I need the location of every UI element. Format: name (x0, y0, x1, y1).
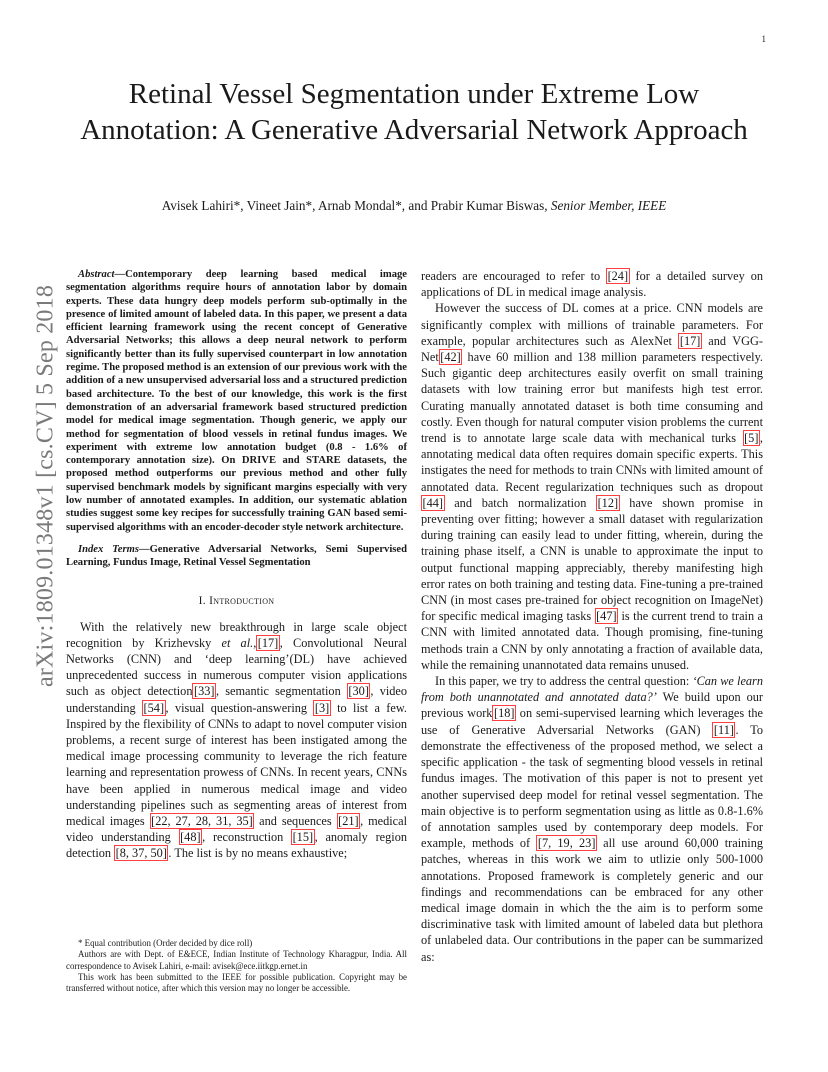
citation-link[interactable]: [18] (493, 706, 515, 721)
page-number: 1 (761, 34, 766, 44)
text-run: . To demonstrate the effectiveness of the proposed method, we select a specific application - the task of segmenting blood vessels in retinal fundus images. The motivation of this paper is not to present yet another supervised deep model for retinal vessel segmentation. The main objective is to perform segmentation using as little as 0.8-1.6% of annotation samples used by contemporary deep models. For example, methods of (421, 722, 764, 851)
text-run: With the relatively new breakthrough in large scale object recognition by Krizhevsky (66, 619, 407, 650)
citation-link[interactable]: [24] (607, 269, 629, 283)
text-run: . The list is by no means exhaustive; (168, 846, 348, 861)
footnote-copyright: This work has been submitted to the IEEE for possible publication. Copyright may be transferred without notice, after which this version may no longer be accessible. (66, 971, 407, 994)
section-heading-introduction (66, 595, 407, 607)
text-run: , anomaly region detection (66, 830, 407, 861)
text-run: all use around 60,000 training patches, whereas in this work we aim to utlizie only 500-1000 annotations. Proposed framework is completely generic and our findings and recommendations can be embraced for any other medical image domain in which the the aim is to perform some discriminative task with limited amount of labeled data but plethora of unlabeled data. Our contributions in the paper can be summarized as: (421, 836, 763, 964)
text-run: and VGG-Net (421, 333, 763, 365)
footnote-affiliation: Authors are with Dept. of E&ECE, Indian Institute of Technology Kharagpur, India. All correspondence to Avisek Lahiri, e-mail: avisek@ece.iitkgp.ernet.in (66, 949, 407, 971)
paper-title: Retinal Vessel Segmentation under Extreme Low Annotation: A Generative Adversarial Network Approach (80, 78, 748, 146)
citation-link[interactable]: [42] (440, 350, 461, 365)
text-run: , reconstruction (202, 830, 292, 845)
index-terms-text: —Generative Adversarial Networks, Semi Supervised Learning, Fundus Image, Retinal Vessel Segmentation (66, 543, 407, 569)
text-run: and batch normalization (444, 495, 597, 510)
text-run: on semi-supervised learning which leverages the use of Generative Adversarial Networks (GAN) (421, 706, 763, 737)
citation-link[interactable]: [7, 19, 23] (537, 836, 596, 851)
abstract-text: —Contemporary deep learning based medical image segmentation algorithms require hours of annotation labor by domain experts. These data hungry deep models perform sub-optimally in the presence of limited amount of labeled data. In this paper, we present a data efficient learning framework using the recent concept of Generative Adversarial Networks; this allows a deep neural network to perform significantly better than its fully supervised counterpart in low annotation regime. The proposed method is an extension of our previous work with the addition of a new unsupervised adversarial loss and a structured prediction based architecture. To the best of our knowledge, this work is the first demonstration of an adversarial framework based structured prediction model for medical image segmentation. Though generic, we apply our method for segmentation of blood vessels in retinal fundus images. We experiment with extreme low annotation budget (0.8 - 1.6% of contemporary annotation size). On DRIVE and STARE datasets, the proposed method outperforms our previous method and other fully supervised benchmark models by significant margins especially with very low number of annotated examples. In addition, our systematic ablation studies suggest some key recipes for successfully training GAN based semi-supervised algorithms with an encoder-decoder style network architecture. (66, 269, 407, 533)
author-role: Senior Member, IEEE (550, 198, 667, 213)
arxiv-identifier-stamp: arXiv:1809.01348v1 [cs.CV] 5 Sep 2018 (32, 284, 59, 688)
text-run: , Convolutional Neural Networks (CNN) and ‘deep learning’(DL) have achieved unprecedented success in numerous computer vision applications such as object detection (66, 635, 407, 699)
citation-link[interactable]: [30] (348, 684, 369, 699)
text-run: to list a few. Inspired by the flexibility of CNNs to adapt to novel computer vision problems, a recent surge of interest has been instigated among the medical image processing community to leverage the rich feature learning and representation prowess of CNNs. In recent years, CNNs have been applied in numerous medical image and video understanding pipelines such as segmenting areas of interest from medical images (66, 700, 407, 828)
citation-link[interactable]: [47] (596, 609, 617, 624)
text-run: is the current trend to train a CNN with limited annotated data. Though promising, fine-tuning methods train a CNN by only annotating a fraction of available data, while the remaining unannotated data remains unused. (421, 609, 763, 672)
text-run: , annotating medical data often requires domain specific experts. This instigates the need for methods to train CNNs with limited amount of annotated data. Recent regularization techniques such as dropout (421, 431, 763, 494)
author-line (70, 198, 758, 214)
citation-link[interactable]: [3] (314, 700, 330, 715)
section-title: Introduction (209, 594, 275, 607)
author-names: Avisek Lahiri*, Vineet Jain*, Arnab Mondal*, and Prabir Kumar Biswas, (161, 198, 551, 213)
citation-link[interactable]: [15] (292, 830, 314, 845)
citation-link[interactable]: [21] (338, 813, 359, 828)
right-column (421, 268, 763, 965)
central-question: ‘Can we learn from both unannotated and annotated data?’ (421, 674, 763, 705)
citation-link[interactable]: [33] (193, 684, 215, 699)
citation-link[interactable]: [17] (257, 635, 279, 650)
right-paragraph-2 (421, 300, 763, 673)
citation-link[interactable]: [17] (679, 333, 701, 348)
abstract (66, 268, 407, 534)
footnotes (66, 938, 407, 994)
text-run: have shown promise in preventing over fitting; however a small dataset with regularization during training can easily lead to under fitting, wherein, during the training phase itself, a CNN is unable to approximate the input to output functional mapping appreciably, thereby manifesting high error rates on both training and testing data. Fine-tuning a pre-trained CNN (in most cases pre-trained for object recognition on ImageNet) for specific medical imaging tasks (421, 495, 763, 624)
right-paragraph-1 (421, 268, 763, 300)
text-run: for a detailed survey on applications of DL in medical image analysis. (421, 269, 763, 300)
citation-link[interactable]: [12] (597, 495, 619, 510)
left-column (66, 268, 407, 862)
citation-link[interactable]: [44] (422, 495, 443, 510)
text-run: However the success of DL comes at a price. CNN models are significantly complex with millions of trainable parameters. For example, popular architectures such as AlexNet (421, 301, 763, 348)
index-terms (66, 543, 407, 570)
citation-link[interactable]: [11] (713, 722, 734, 737)
text-run: , semantic segmentation (215, 684, 347, 699)
index-terms-lead: Index Terms (78, 543, 139, 555)
footnote-equal-contribution: * Equal contribution (Order decided by dice roll) (78, 938, 253, 948)
text-run: readers are encouraged to refer to (421, 269, 607, 283)
text-run: , visual question-answering (165, 700, 314, 715)
text-run: have 60 million and 138 million parameters respectively. Such gigantic deep architectures easily overfit on small training datasets with low training error but manifests high test error. Curating manually annotated dataset is both time consuming and costly. Even though for natural computer vision problems the current trend is to annotate large scale data with mechanical turks (421, 350, 763, 446)
section-number: I. (198, 594, 206, 607)
text-run: , (253, 635, 257, 650)
text-run-italic: et al. (221, 635, 254, 650)
text-run: , medical video understanding (66, 813, 408, 845)
citation-link[interactable]: [8, 37, 50] (115, 846, 167, 861)
right-paragraph-3 (421, 673, 763, 965)
text-run: We build upon our previous work (421, 690, 764, 721)
text-run: In this paper, we try to address the central question: (435, 674, 693, 689)
text-run: and sequences (254, 813, 337, 828)
abstract-lead: Abstract (78, 269, 115, 280)
citation-link[interactable]: [48] (180, 830, 201, 845)
citation-link[interactable]: [5] (744, 431, 759, 446)
intro-paragraph-1 (66, 619, 407, 862)
text-run: , video understanding (66, 684, 408, 715)
citation-link[interactable]: [54] (143, 700, 165, 715)
citation-link[interactable]: [22, 27, 28, 31, 35] (151, 813, 253, 828)
